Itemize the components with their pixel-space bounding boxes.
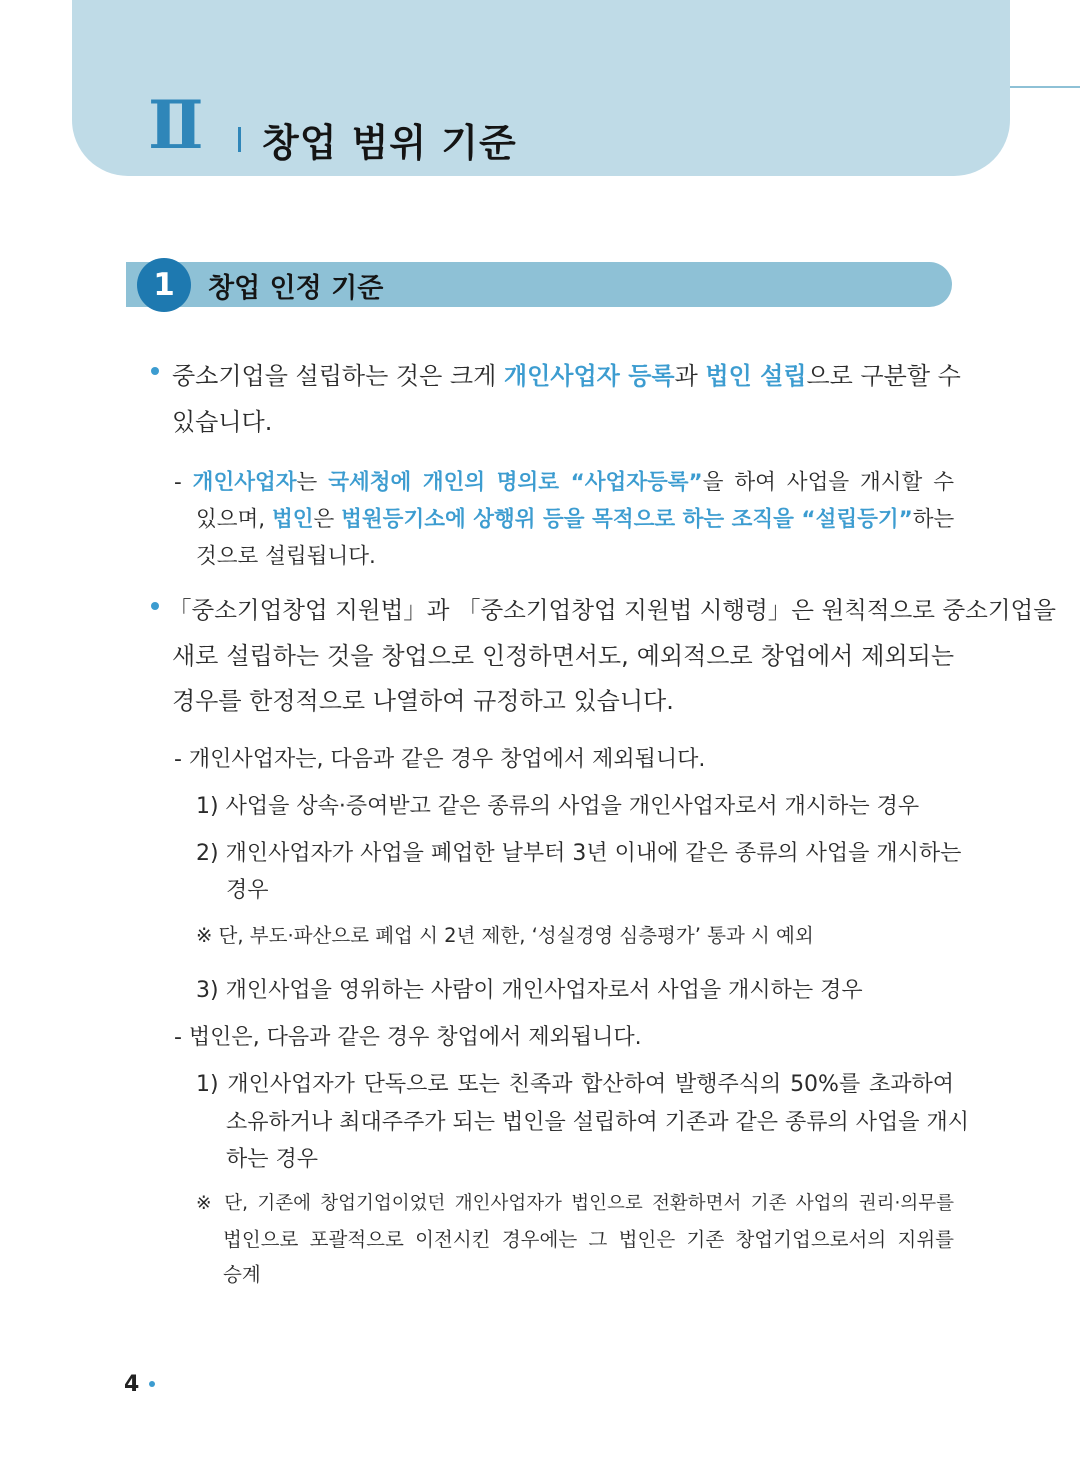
bullet1-line1: 중소기업을 설립하는 것은 크게 개인사업자 등록과 법인 설립으로 구분할 수 — [172, 362, 961, 390]
dash1-line2: 있으며, 법인은 법원등기소에 상행위 등을 목적으로 하는 조직을 “설립등기”하는 — [196, 507, 955, 532]
page-number-dot — [149, 1381, 155, 1387]
chapter-title: 창업 범위 기준 — [262, 121, 517, 165]
corporate-note-line2: 법인으로 포괄적으로 이전시킨 경우에는 그 법인은 기존 창업기업으로서의 지위를 — [223, 1228, 954, 1251]
individual-item-2-line2: 경우 — [226, 878, 269, 903]
corporate-item-1-line2: 소유하거나 최대주주가 되는 법인을 설립하여 기존과 같은 종류의 사업을 개시 — [226, 1110, 970, 1135]
page-number: 4 — [124, 1372, 140, 1397]
bullet1-line2: 있습니다. — [172, 408, 273, 436]
bullet2-line3: 경우를 한정적으로 나열하여 규정하고 있습니다. — [172, 687, 674, 715]
corporate-item-1-line3: 하는 경우 — [226, 1147, 319, 1172]
section-title: 창업 인정 기준 — [208, 273, 384, 304]
corporate-heading: - 법인은, 다음과 같은 경우 창업에서 제외됩니다. — [174, 1025, 642, 1050]
bullet-dot — [151, 367, 159, 375]
section-number-badge: 1 — [137, 258, 191, 312]
corporate-note-line3: 승계 — [223, 1263, 261, 1286]
banner-rule — [1010, 86, 1080, 88]
individual-note: ※ 단, 부도·파산으로 폐업 시 2년 제한, ‘성실경영 심층평가’ 통과 시 예외 — [196, 924, 814, 947]
dash1-line1: - 개인사업자는 국세청에 개인의 명의로 “사업자등록”을 하여 사업을 개시할 수 — [174, 470, 955, 495]
bullet2-line2: 새로 설립하는 것을 창업으로 인정하면서도, 예외적으로 창업에서 제외되는 — [172, 642, 954, 670]
chapter-banner — [72, 0, 1010, 176]
dash1-line3: 것으로 설립됩니다. — [196, 544, 376, 569]
individual-item-3: 3) 개인사업을 영위하는 사람이 개인사업자로서 사업을 개시하는 경우 — [196, 978, 863, 1003]
chapter-divider — [238, 127, 241, 152]
individual-item-2-line1: 2) 개인사업자가 사업을 폐업한 날부터 3년 이내에 같은 종류의 사업을 개시하는 — [196, 841, 962, 866]
bullet-dot — [151, 602, 159, 610]
individual-item-1: 1) 사업을 상속·증여받고 같은 종류의 사업을 개인사업자로서 개시하는 경우 — [196, 794, 920, 819]
chapter-number: Ⅱ — [148, 86, 204, 164]
bullet2-line1: 「중소기업창업 지원법」과 「중소기업창업 지원법 시행령」은 원칙적으로 중소기업을 — [168, 596, 1056, 624]
corporate-note-line1: ※ 단, 기존에 창업기업이었던 개인사업자가 법인으로 전환하면서 기존 사업의 권리·의무를 — [196, 1193, 954, 1214]
corporate-item-1-line1: 1) 개인사업자가 단독으로 또는 친족과 합산하여 발행주식의 50%를 초과하여 — [196, 1072, 954, 1097]
individual-heading: - 개인사업자는, 다음과 같은 경우 창업에서 제외됩니다. — [174, 747, 706, 772]
